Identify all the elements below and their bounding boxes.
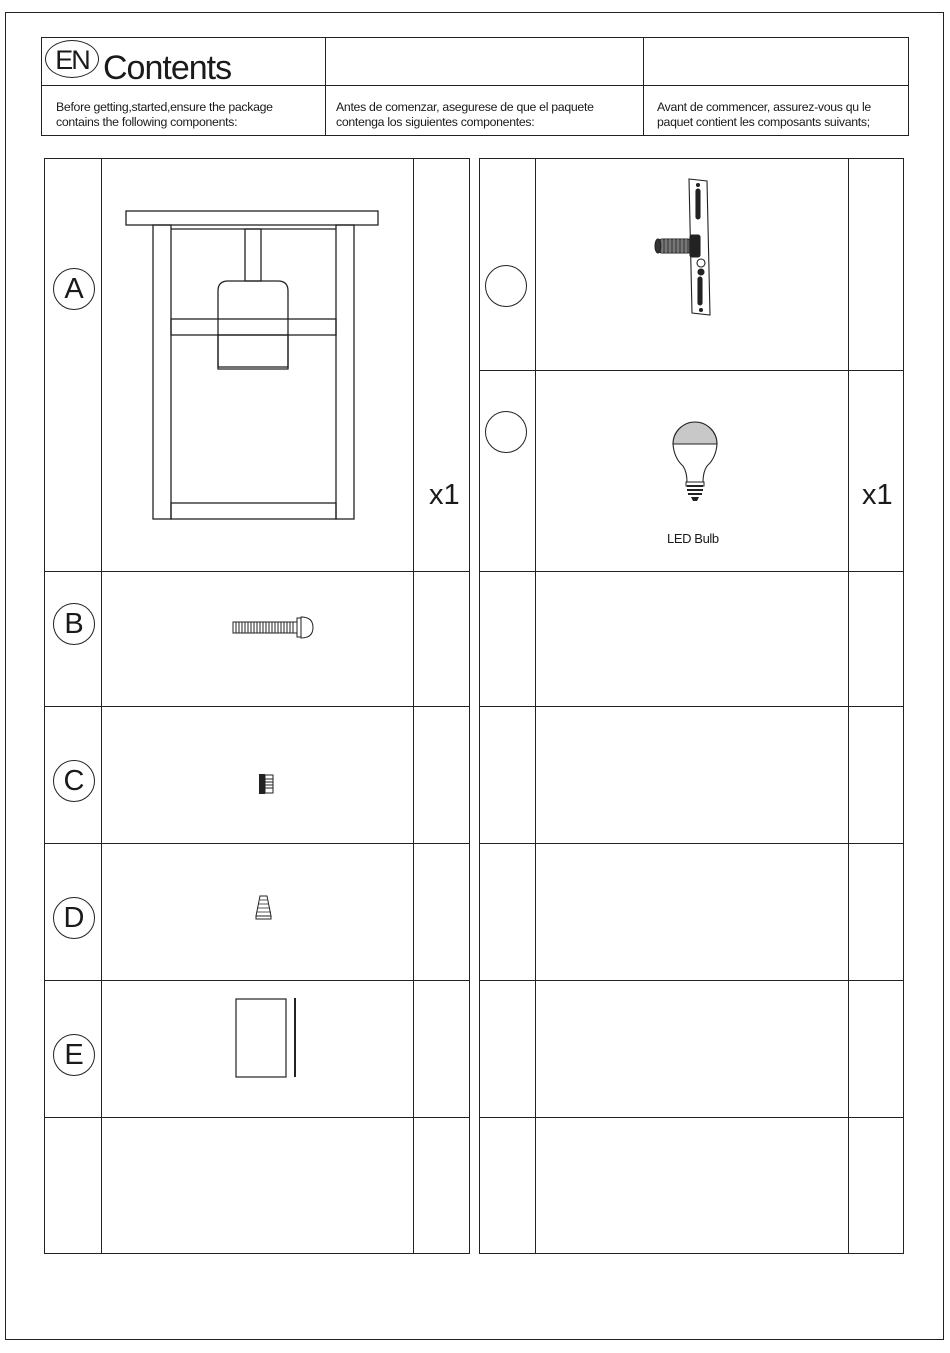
- row-divider: [480, 980, 903, 981]
- part-letter-a: A: [53, 268, 95, 310]
- language-badge: EN: [45, 40, 99, 78]
- grounding-screw-icon: [258, 772, 276, 796]
- page-title: Contents: [103, 49, 232, 87]
- intro-line: paquet contient les composants suivants;: [657, 115, 870, 129]
- intro-line: contains the following components:: [56, 115, 238, 129]
- row-divider: [480, 370, 903, 371]
- row-divider: [45, 706, 469, 707]
- row-divider: [480, 706, 903, 707]
- row-divider: [480, 571, 903, 572]
- manual-icon: [235, 997, 301, 1079]
- mounting-bracket-icon: [652, 177, 722, 319]
- part-letter-blank: [485, 265, 527, 307]
- row-divider: [45, 843, 469, 844]
- quantity-a: x1: [429, 479, 460, 511]
- part-letter-b: B: [53, 603, 95, 645]
- wire-nut-icon: [254, 894, 274, 922]
- header-divider: [643, 38, 644, 135]
- header-divider: [325, 38, 326, 135]
- intro-line: contenga los siguientes componentes:: [336, 115, 535, 129]
- part-letter-blank: [485, 411, 527, 453]
- row-divider: [45, 980, 469, 981]
- intro-english: [56, 100, 273, 130]
- intro-french: [657, 100, 871, 130]
- intro-line: Antes de comenzar, asegurese de que el paquete: [336, 100, 594, 114]
- lantern-fixture-icon: [125, 209, 381, 523]
- row-divider: [480, 843, 903, 844]
- intro-line: Before getting,started,ensure the package: [56, 100, 273, 114]
- parts-table-left: [44, 158, 470, 1254]
- quantity-led-bulb: x1: [862, 479, 893, 511]
- part-letter-c: C: [53, 760, 95, 802]
- contents-header: [41, 37, 909, 136]
- intro-line: Avant de commencer, assurez-vous qu le: [657, 100, 871, 114]
- row-divider: [45, 571, 469, 572]
- intro-spanish: [336, 100, 594, 130]
- row-divider: [45, 1117, 469, 1118]
- row-divider: [480, 1117, 903, 1118]
- led-bulb-icon: [667, 406, 723, 504]
- part-letter-d: D: [53, 897, 95, 939]
- parts-table-right: [479, 158, 904, 1254]
- screw-icon: [231, 615, 315, 641]
- part-letter-e: E: [53, 1034, 95, 1076]
- led-bulb-label: LED Bulb: [667, 531, 719, 546]
